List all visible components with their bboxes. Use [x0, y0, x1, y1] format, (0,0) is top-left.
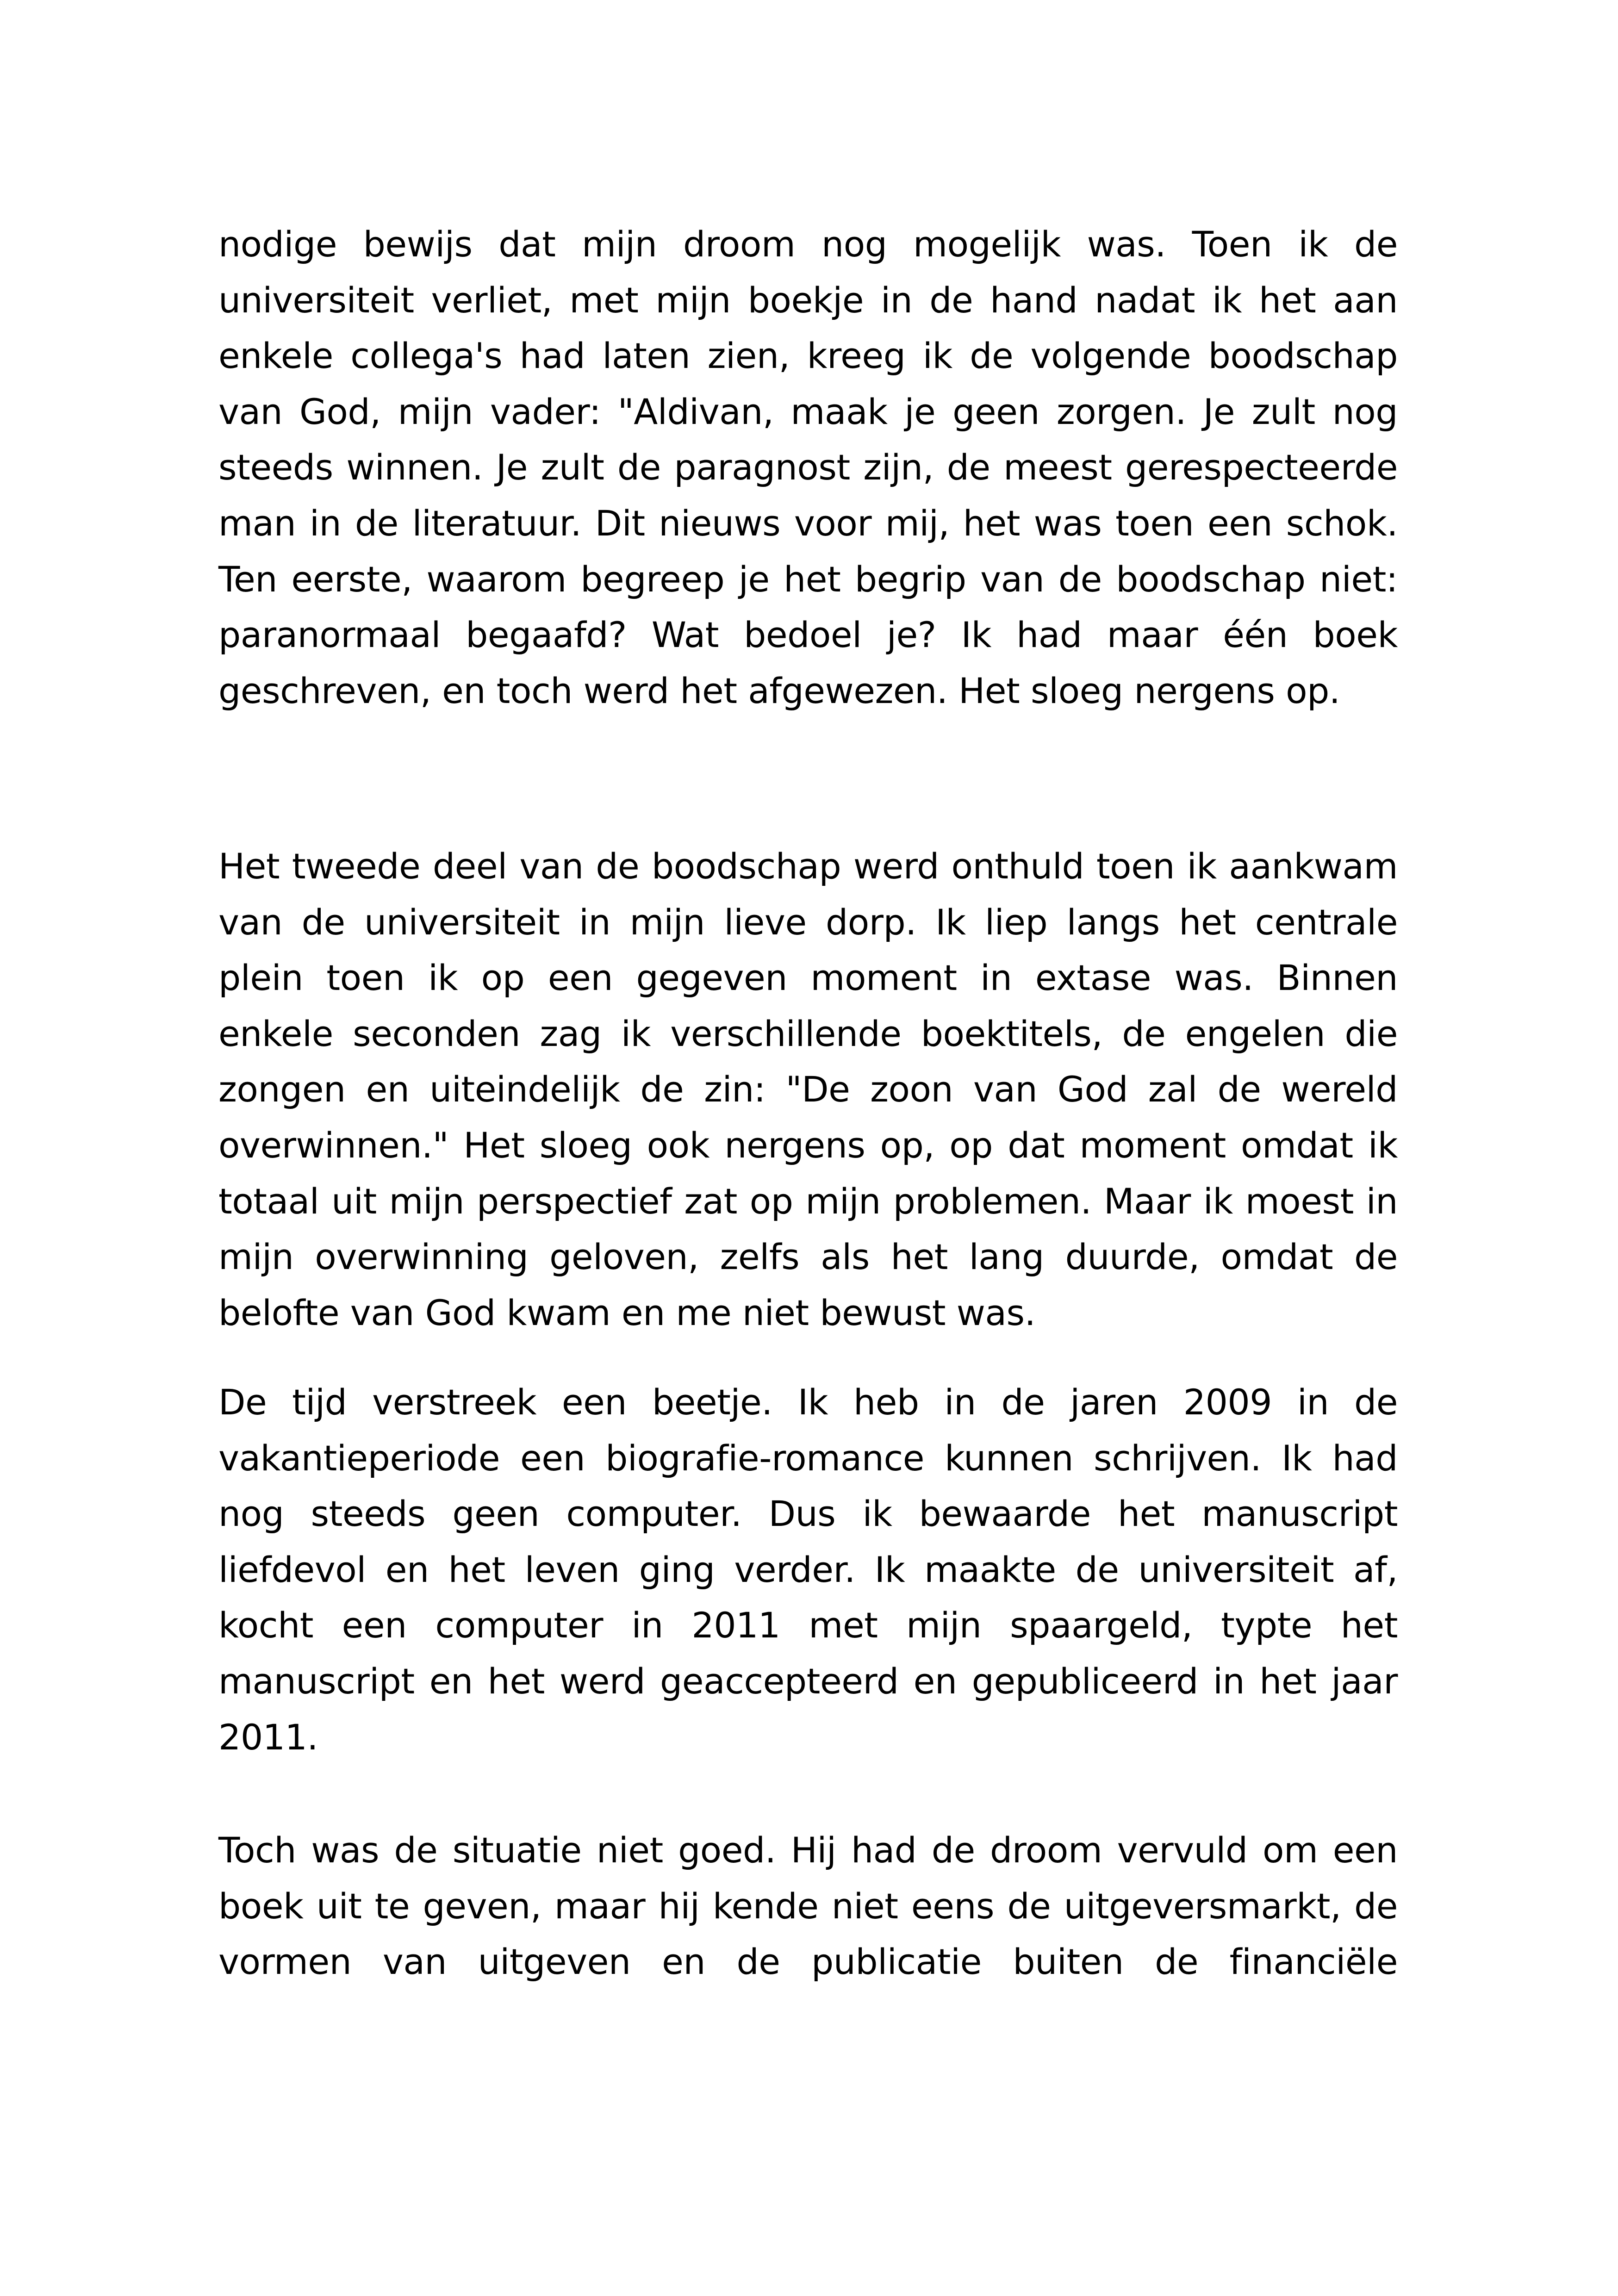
paragraph-3: De tijd verstreek een beetje. Ik heb in de jaren 2009 in de vakantieperiode een biografie-romance kunnen schrijven. Ik had nog steeds geen computer. Dus ik bewaarde het manuscript liefdevol en het leven ging verder. Ik maakte de universiteit af, kocht een computer in 2011 met mijn spaargeld, typte het manuscript en het werd geaccepteerd en gepubliceerd in het jaar 2011.	[218, 1381, 1398, 1758]
paragraph-4: Toch was de situatie niet goed. Hij had de droom vervuld om een boek uit te geven, maar hij kende niet eens de uitgeversmarkt, de vormen van uitgeven en de publicatie buiten de financiële	[218, 1829, 1398, 1983]
paragraph-1: nodige bewijs dat mijn droom nog mogelijk was. Toen ik de universiteit verliet, met mijn boekje in de hand nadat ik het aan enkele collega's had laten zien, kreeg ik de volgende boodschap van God, mijn vader: "Aldivan, maak je geen zorgen. Je zult nog steeds winnen. Je zult de paragnost zijn, de meest gerespecteerde man in de literatuur. Dit nieuws voor mij, het was toen een schok. Ten eerste, waarom begreep je het begrip van de boodschap niet: paranormaal begaafd? Wat bedoel je? Ik had maar één boek geschreven, en toch werd het afgewezen. Het sloeg nergens op.	[218, 224, 1398, 711]
paragraph-2: Het tweede deel van de boodschap werd onthuld toen ik aankwam van de universiteit in mijn lieve dorp. Ik liep langs het centrale plein toen ik op een gegeven moment in extase was. Binnen enkele seconden zag ik verschillende boektitels, de engelen die zongen en uiteindelijk de zin: "De zoon van God zal de wereld overwinnen." Het sloeg ook nergens op, op dat moment omdat ik totaal uit mijn perspectief zat op mijn problemen. Maar ik moest in mijn overwinning geloven, zelfs als het lang duurde, omdat de belofte van God kwam en me niet bewust was.	[218, 846, 1398, 1333]
